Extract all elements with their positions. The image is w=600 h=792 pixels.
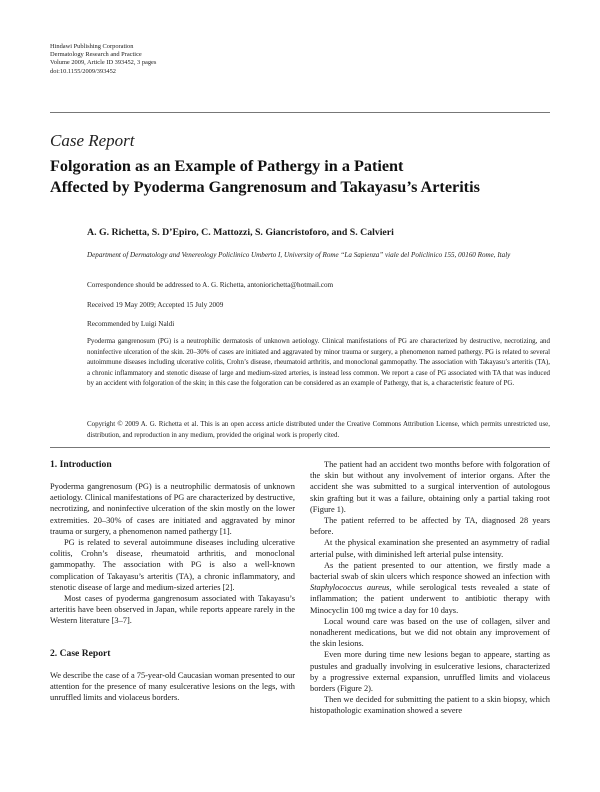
left-column-introduction: [50, 481, 295, 627]
organism-name: Staphylococcus aureus: [310, 583, 390, 593]
paragraph: Local wound care was based on the use of collagen, silver and nonadherent medications, but we did not obtain any improvement of the skin lesions.: [310, 616, 550, 649]
author-list: A. G. Richetta, S. D’Epiro, C. Mattozzi, S. Giancristoforo, and S. Calvieri: [87, 227, 394, 238]
paragraph: We describe the case of a 75-year-old Caucasian woman presented to our attention for the presence of many esulcerative lesions on the legs, with unruffled limits and violaceus borders.: [50, 671, 295, 703]
paragraph: Pyoderma gangrenosum (PG) is a neutrophilic dermatosis of unknown aetiology. Clinical manifestations of PG are characterized by destructive, necrotizing, and noninfective ulceration of the skin mostly on the lower extremities. 20–30% of cases are initiated and aggravated by minor trauma or surgery, a phenomenon named pathergy [1].: [50, 482, 295, 536]
left-column-case-report: [50, 670, 295, 704]
copyright-notice: Copyright © 2009 A. G. Richetta et al. This is an open access article distributed under the Creative Commons Attribution License, which permits unrestricted use, distribution, and reproduction in any medium, provided the original work is properly cited.: [87, 420, 550, 439]
header-divider: [50, 112, 550, 113]
journal-name: Dermatology Research and Practice: [50, 51, 142, 59]
paragraph: Even more during time new lesions began to appeare, starting as pustules and gradually involving in esulcerative lesions, characterized by a progressive external expansion, unruffled limits and violaceus borders (Figure 2).: [310, 650, 550, 694]
journal-info: [50, 43, 156, 76]
text-span: As the patient presented to our attention, we firstly made a bacterial swab of skin ulcers which responce showed an infection with: [310, 560, 550, 582]
article-type: Case Report: [50, 131, 135, 150]
paragraph: The patient referred to be affected by TA, diagnosed 28 years before.: [310, 516, 550, 537]
publisher-name: Hindawi Publishing Corporation: [50, 43, 134, 50]
text-span: , while serological tests revealed a state of inflammation; the patient underwent to antibiotic therapy with Minocyclin 100 mg twice a day for 10 days.: [310, 583, 550, 615]
paragraph: Most cases of pyoderma gangrenosum associated with Takayasu’s arteritis have been observed in Japan, while reports appeare rarely in the Western literature [3–7].: [50, 594, 295, 626]
paragraph: The patient had an accident two months before with folgoration of the skin but without any involvement of interior organs. After the accident she was submitted to a surgical intervention of autologous skin grafting but it was a failure, obtaining only a partial taking root (Figure 1).: [310, 460, 550, 514]
abstract: Pyoderma gangrenosum (PG) is a neutrophilic dermatosis of unknown aetiology. Clinical manifestations of PG are characterized by destructive, necrotizing, and noninfective ulceration of the skin. 20–30% of cases are initiated and aggravated by minor trauma or surgery, a phenomenon named pathergy. PG is related to several autoimmune diseases including ulcerative colitis, Crohn’s disease, rheumatoid arthritis, and monoclonal gammopathy. The association with Takayasu’s arteritis (TA), a chronic inflammatory and stenotic disease of large and medium-sized arteries, is instead less common. We report a case of PG associated with TA that was induced by an accident with folgoration of the skin; in this case the folgoration can be considered as an example of Pathergy, that is, a characteristic feature of PG.: [87, 337, 550, 388]
section-heading-introduction: 1. Introduction: [50, 459, 112, 470]
paragraph: PG is related to several autoimmune diseases including ulcerative colitis, Crohn’s disease, rheumatoid arthritis, and monoclonal gammopathy. The association with PG is also a well-known complication of Takayasu’s arteritis (TA), a chronic inflammatory, and stenotic disease of large and medium-sized arteries [2].: [50, 538, 295, 592]
abstract-divider: [50, 447, 550, 448]
title-line: Folgoration as an Example of Pathergy in a Patient: [50, 157, 404, 175]
article-title: [50, 156, 560, 197]
volume-info: Volume 2009, Article ID 393452, 3 pages: [50, 59, 157, 67]
section-heading-case-report: 2. Case Report: [50, 648, 111, 659]
affiliation: Department of Dermatology and Venereology Policlinico Umberto I, University of Rome “La Sapienza” viale del Policlinico 155, 00160 Rome, Italy: [87, 251, 511, 259]
paragraph: Then we decided for submitting the patient to a skin biopsy, which histopathologic examination showed a severe: [310, 695, 550, 716]
doi: doi:10.1155/2009/393452: [50, 67, 116, 75]
title-line: Affected by Pyoderma Gangrenosum and Takayasu’s Arteritis: [50, 177, 480, 196]
recommended-by: Recommended by Luigi Naldi: [87, 320, 175, 328]
received-accepted-dates: Received 19 May 2009; Accepted 15 July 2009: [87, 301, 224, 309]
right-column: [310, 459, 550, 717]
paragraph: At the physical examination she presented an asymmetry of radial arterial pulse, with diminished left arterial pulse intensity.: [310, 538, 550, 559]
paragraph: [310, 560, 550, 616]
correspondence: Correspondence should be addressed to A. G. Richetta, antoniorichetta@hotmail.com: [87, 281, 334, 289]
